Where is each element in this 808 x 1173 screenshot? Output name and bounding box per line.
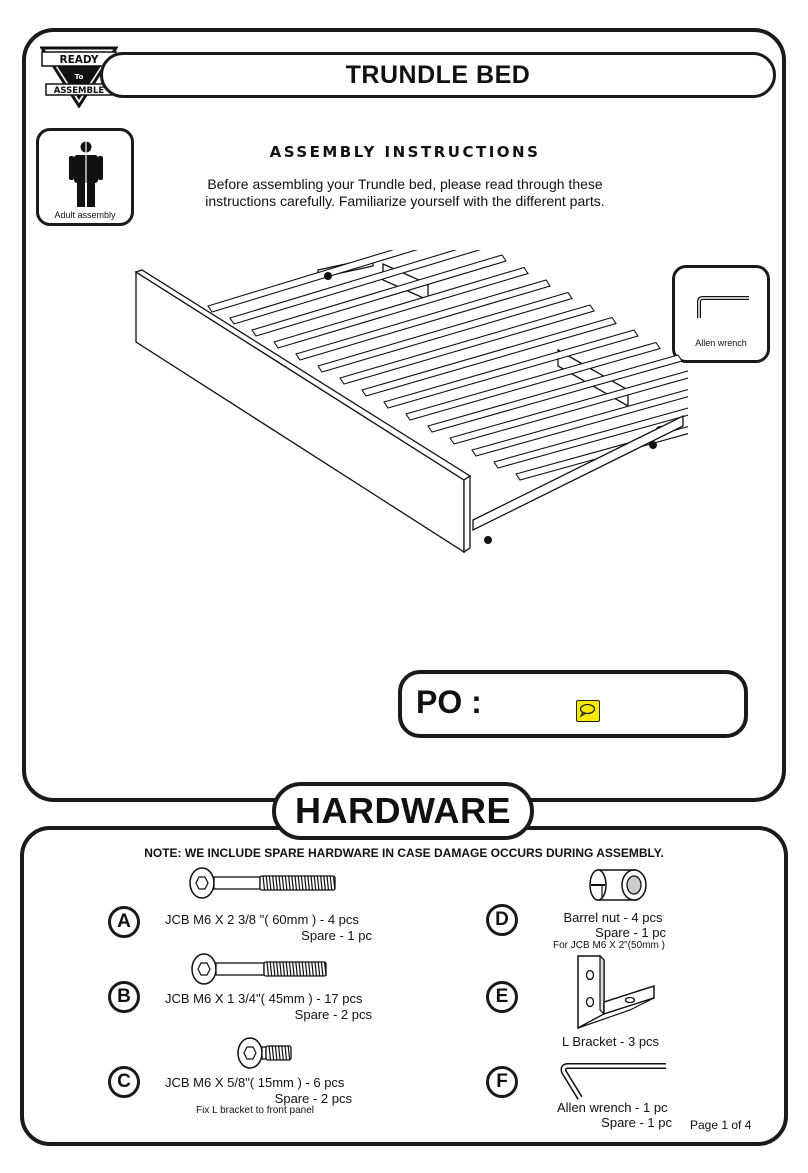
bolt-a-thread bbox=[260, 876, 335, 890]
hardware-note: NOTE: WE INCLUDE SPARE HARDWARE IN CASE DAMAGE OCCURS DURING ASSEMBLY. bbox=[144, 846, 664, 860]
part-f-desc: Allen wrench - 1 pc bbox=[557, 1100, 668, 1115]
logo-to: To bbox=[74, 73, 84, 81]
part-c-spare: Spare - 2 pcs bbox=[274, 1091, 352, 1106]
bolt-a-icon bbox=[188, 866, 338, 900]
part-b-badge: B bbox=[108, 981, 140, 1013]
part-d-note: For JCB M6 X 2"(50mm ) bbox=[553, 940, 665, 951]
part-a-desc: JCB M6 X 2 3/8 "( 60mm ) - 4 pcs bbox=[165, 912, 359, 927]
bolt-b-icon bbox=[190, 952, 330, 986]
part-e-desc: L Bracket - 3 pcs bbox=[562, 1034, 660, 1049]
part-d-spare: Spare - 1 pc bbox=[595, 925, 666, 940]
page-number: Page 1 of 4 bbox=[690, 1118, 752, 1132]
part-d-badge: D bbox=[486, 904, 518, 936]
logo-ready: READY bbox=[59, 54, 99, 66]
barrel-nut-icon bbox=[584, 864, 650, 906]
bolt-c-thread bbox=[266, 1046, 291, 1060]
tool-label: Allen wrench bbox=[695, 338, 747, 348]
part-a-badge: A bbox=[108, 906, 140, 938]
part-f-badge: F bbox=[486, 1066, 518, 1098]
bolt-b-thread bbox=[264, 962, 326, 976]
adult-assembly-box bbox=[36, 128, 134, 226]
intro-line-2: instructions carefully. Familiarize yourself with the different parts. bbox=[205, 193, 605, 209]
part-c-note: Fix L bracket to front panel bbox=[196, 1105, 315, 1116]
part-b-desc: JCB M6 X 1 3/4"( 45mm ) - 17 pcs bbox=[165, 991, 363, 1006]
part-c-desc: JCB M6 X 5/8"( 15mm ) - 6 pcs bbox=[165, 1075, 345, 1090]
adult-assembly-label: Adult assembly bbox=[54, 210, 116, 220]
part-f-spare: Spare - 1 pc bbox=[601, 1115, 672, 1130]
person-icon bbox=[68, 141, 104, 207]
hardware-title: HARDWARE bbox=[272, 782, 534, 840]
comment-icon[interactable] bbox=[576, 700, 600, 722]
page-title: TRUNDLE BED bbox=[100, 52, 776, 98]
allen-wrench-icon bbox=[693, 292, 753, 322]
part-e-badge: E bbox=[486, 981, 518, 1013]
logo-assemble: ASSEMBLE bbox=[53, 86, 105, 96]
trundle-bed-illustration bbox=[128, 250, 688, 560]
intro-text bbox=[170, 176, 640, 210]
part-a-spare: Spare - 1 pc bbox=[301, 928, 372, 943]
po-label: PO : bbox=[416, 684, 482, 720]
part-d-desc: Barrel nut - 4 pcs bbox=[563, 910, 663, 925]
l-bracket-icon bbox=[570, 952, 660, 1032]
part-c-badge: C bbox=[108, 1066, 140, 1098]
bolt-c-icon bbox=[236, 1036, 296, 1070]
intro-line-1: Before assembling your Trundle bed, please read through these bbox=[207, 176, 603, 192]
allen-wrench-part-icon bbox=[556, 1058, 670, 1102]
po-box bbox=[398, 670, 748, 738]
section-heading: ASSEMBLY INSTRUCTIONS bbox=[269, 143, 541, 161]
part-b-spare: Spare - 2 pcs bbox=[294, 1007, 372, 1022]
